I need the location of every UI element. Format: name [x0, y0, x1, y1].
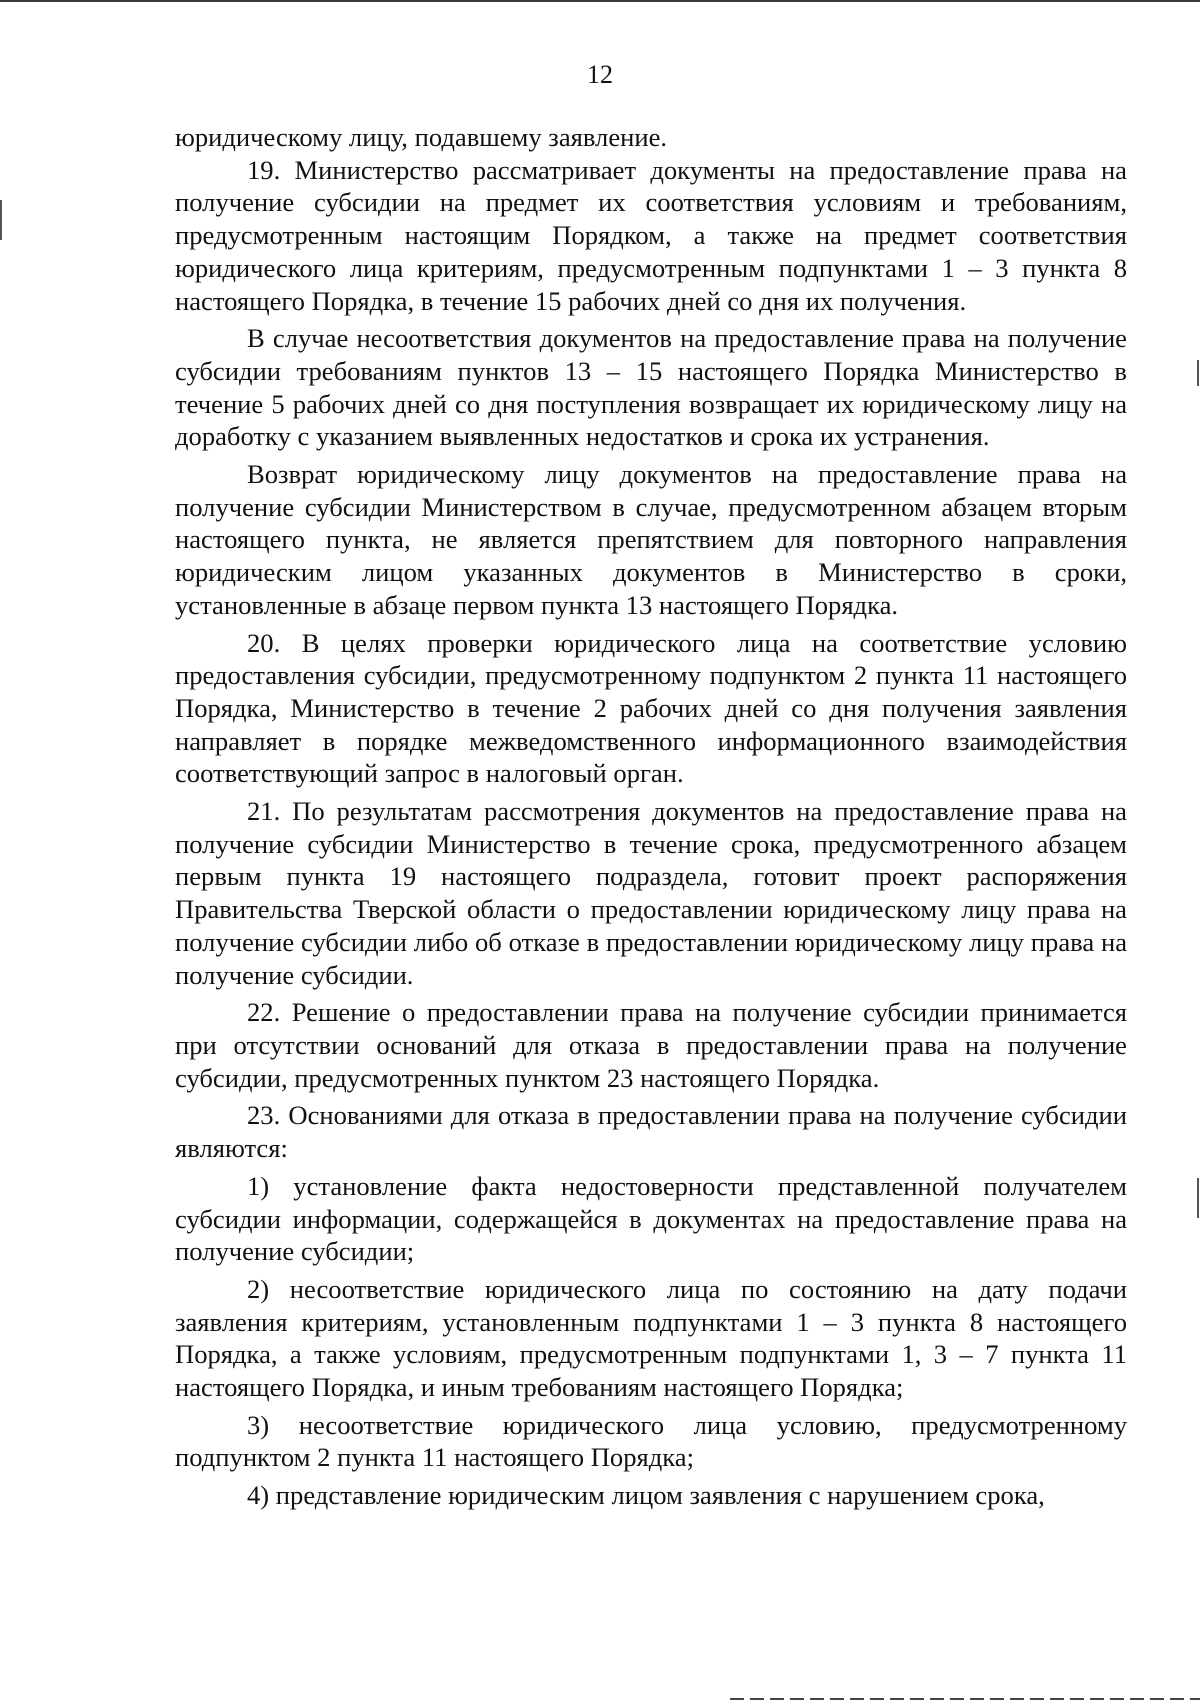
paragraph-11: 3) несоответствие юридического лица условию, предусмотренному подпунктом 2 пункта 11 настоящего Порядка;: [175, 1409, 1127, 1473]
scan-bottom-dashes: [730, 1698, 1200, 1700]
paragraph-5: 20. В целях проверки юридического лица на соответствие условию предоставления субсидии, предусмотренному подпунктом 2 пункта 11 настоящего Порядка, Министерство в течение 2 рабочих дней со дня получения заявления направляет в порядке межведомственного информационного взаимодействия соответствующий запрос в налоговый орган.: [175, 627, 1127, 789]
scan-mark-left: [0, 200, 2, 240]
paragraph-3: В случае несоответствия документов на предоставление права на получение субсидии требованиям пунктов 13 – 15 настоящего Порядка Министерство в течение 5 рабочих дней со дня поступления возвращает их юридическому лицу на доработку с указанием выявленных недостатков и срока их устранения.: [175, 323, 1127, 452]
paragraph-4: Возврат юридическому лицу документов на предоставление права на получение субсидии Министерством в случае, предусмотренном абзацем вторым настоящего пункта, не является препятствием для повторного направления юридическим лицом указанных документов в Министерство в сроки, установленные в абзаце первом пункта 13 настоящего Порядка.: [175, 459, 1127, 620]
paragraph-7: 22. Решение о предоставлении права на получение субсидии принимается при отсутствии оснований для отказа в предоставлении права на получение субсидии, предусмотренных пунктом 23 настоящего Порядка.: [175, 997, 1127, 1093]
scan-mark-right-1: [1197, 360, 1199, 386]
paragraph-2: 19. Министерство рассматривает документы на предоставление права на получение субсидии на предмет их соответствия условиям и требованиям, предусмотренным настоящим Порядком, а также на предмет соответствия юридического лица критериям, предусмотренным подпунктами 1 – 3 пункта 8 настоящего Порядка, в течение 15 рабочих дней со дня их получения.: [175, 154, 1127, 316]
document-body: [175, 121, 1127, 1512]
scan-top-edge: [0, 0, 1200, 2]
paragraph-12: 4) представление юридическим лицом заявления с нарушением срока,: [247, 1480, 1045, 1511]
paragraph-10: 2) несоответствие юридического лица по состоянию на дату подачи заявления критериям, установленным подпунктами 1 – 3 пункта 8 настоящего Порядка, а также условиям, предусмотренным подпунктами 1, 3 – 7 пункта 11 настоящего Порядка, и иным требованиям настоящего Порядка;: [175, 1273, 1127, 1403]
page-number: 12: [587, 60, 613, 89]
paragraph-9: 1) установление факта недостоверности представленной получателем субсидии информации, содержащейся в документах на предоставление права на получение субсидии;: [175, 1170, 1127, 1267]
scan-mark-right-2: [1197, 1178, 1199, 1218]
paragraph-6: 21. По результатам рассмотрения документов на предоставление права на получение субсидии Министерство в течение срока, предусмотренного абзацем первым пункта 19 настоящего подраздела, готовит проект распоряжения Правительства Тверской области о предоставлении юридическому лицу права на получение субсидии либо об отказе в предоставлении юридическому лицу права на получение субсидии.: [175, 796, 1127, 990]
paragraph-1: юридическому лицу, подавшему заявление.: [175, 122, 668, 152]
paragraph-8: 23. Основаниями для отказа в предоставлении права на получение субсидии являются:: [175, 1100, 1127, 1164]
